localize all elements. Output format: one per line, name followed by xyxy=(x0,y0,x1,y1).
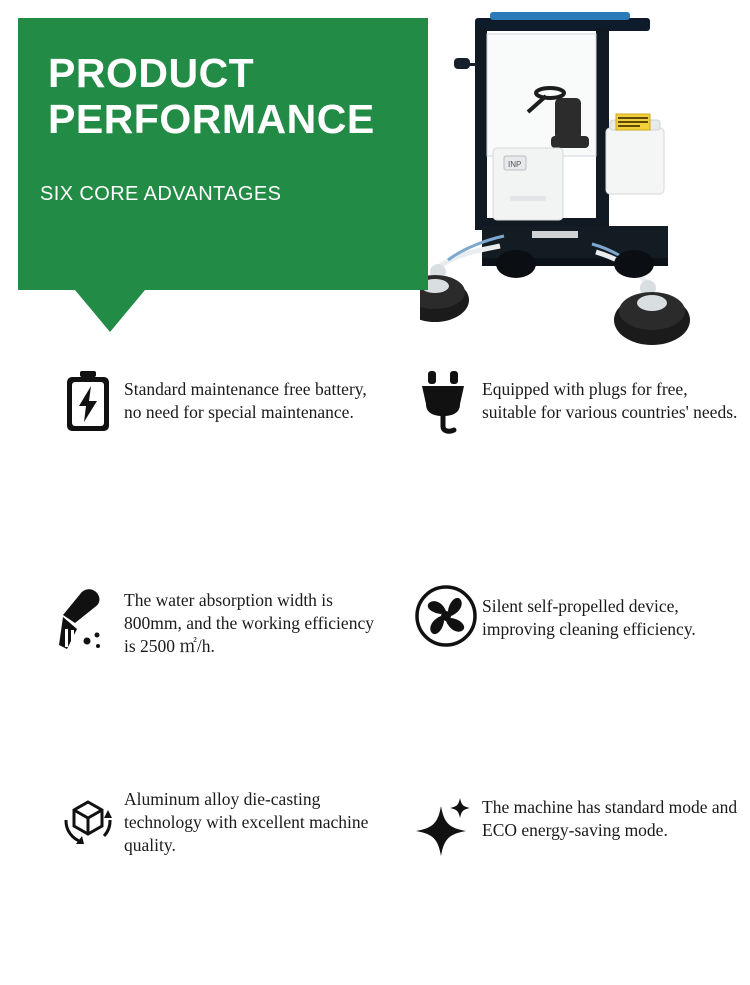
feature-text: Equipped with plugs for free, suitable for various countries' needs. xyxy=(482,379,738,422)
feature-battery xyxy=(0,368,375,583)
feature-aluminum-alloy xyxy=(0,788,375,908)
feature-eco-mode xyxy=(375,788,750,908)
fan-icon xyxy=(410,583,482,647)
feature-text: Standard maintenance free battery, no need for special maintenance. xyxy=(124,379,367,422)
feature-row xyxy=(0,583,750,788)
page-subtitle: SIX CORE ADVANTAGES xyxy=(40,183,282,205)
features-grid xyxy=(0,368,750,908)
feature-text: Silent self-propelled device, improving cleaning efficiency. xyxy=(482,596,696,639)
feature-text: The water absorption width is 800mm, and the working efficiency is 2500 ㎡/h. xyxy=(124,590,374,656)
sparkle-icon xyxy=(410,788,482,858)
feature-text: Aluminum alloy die-casting technology with excellent machine quality. xyxy=(124,789,369,855)
banner-pointer xyxy=(75,290,145,332)
plug-icon xyxy=(410,368,482,436)
feature-water-absorption xyxy=(0,583,375,788)
svg-text:INP: INP xyxy=(508,160,522,169)
battery-icon xyxy=(52,368,124,432)
feature-plug xyxy=(375,368,750,583)
feature-row xyxy=(0,788,750,908)
page-title: PRODUCT PERFORMANCE xyxy=(48,50,375,142)
broom-icon xyxy=(52,583,124,655)
feature-text: The machine has standard mode and ECO energy-saving mode. xyxy=(482,797,738,840)
feature-row xyxy=(0,368,750,583)
feature-silent-drive xyxy=(375,583,750,788)
box-rotate-icon xyxy=(52,788,124,852)
hero-product-image xyxy=(420,0,750,380)
